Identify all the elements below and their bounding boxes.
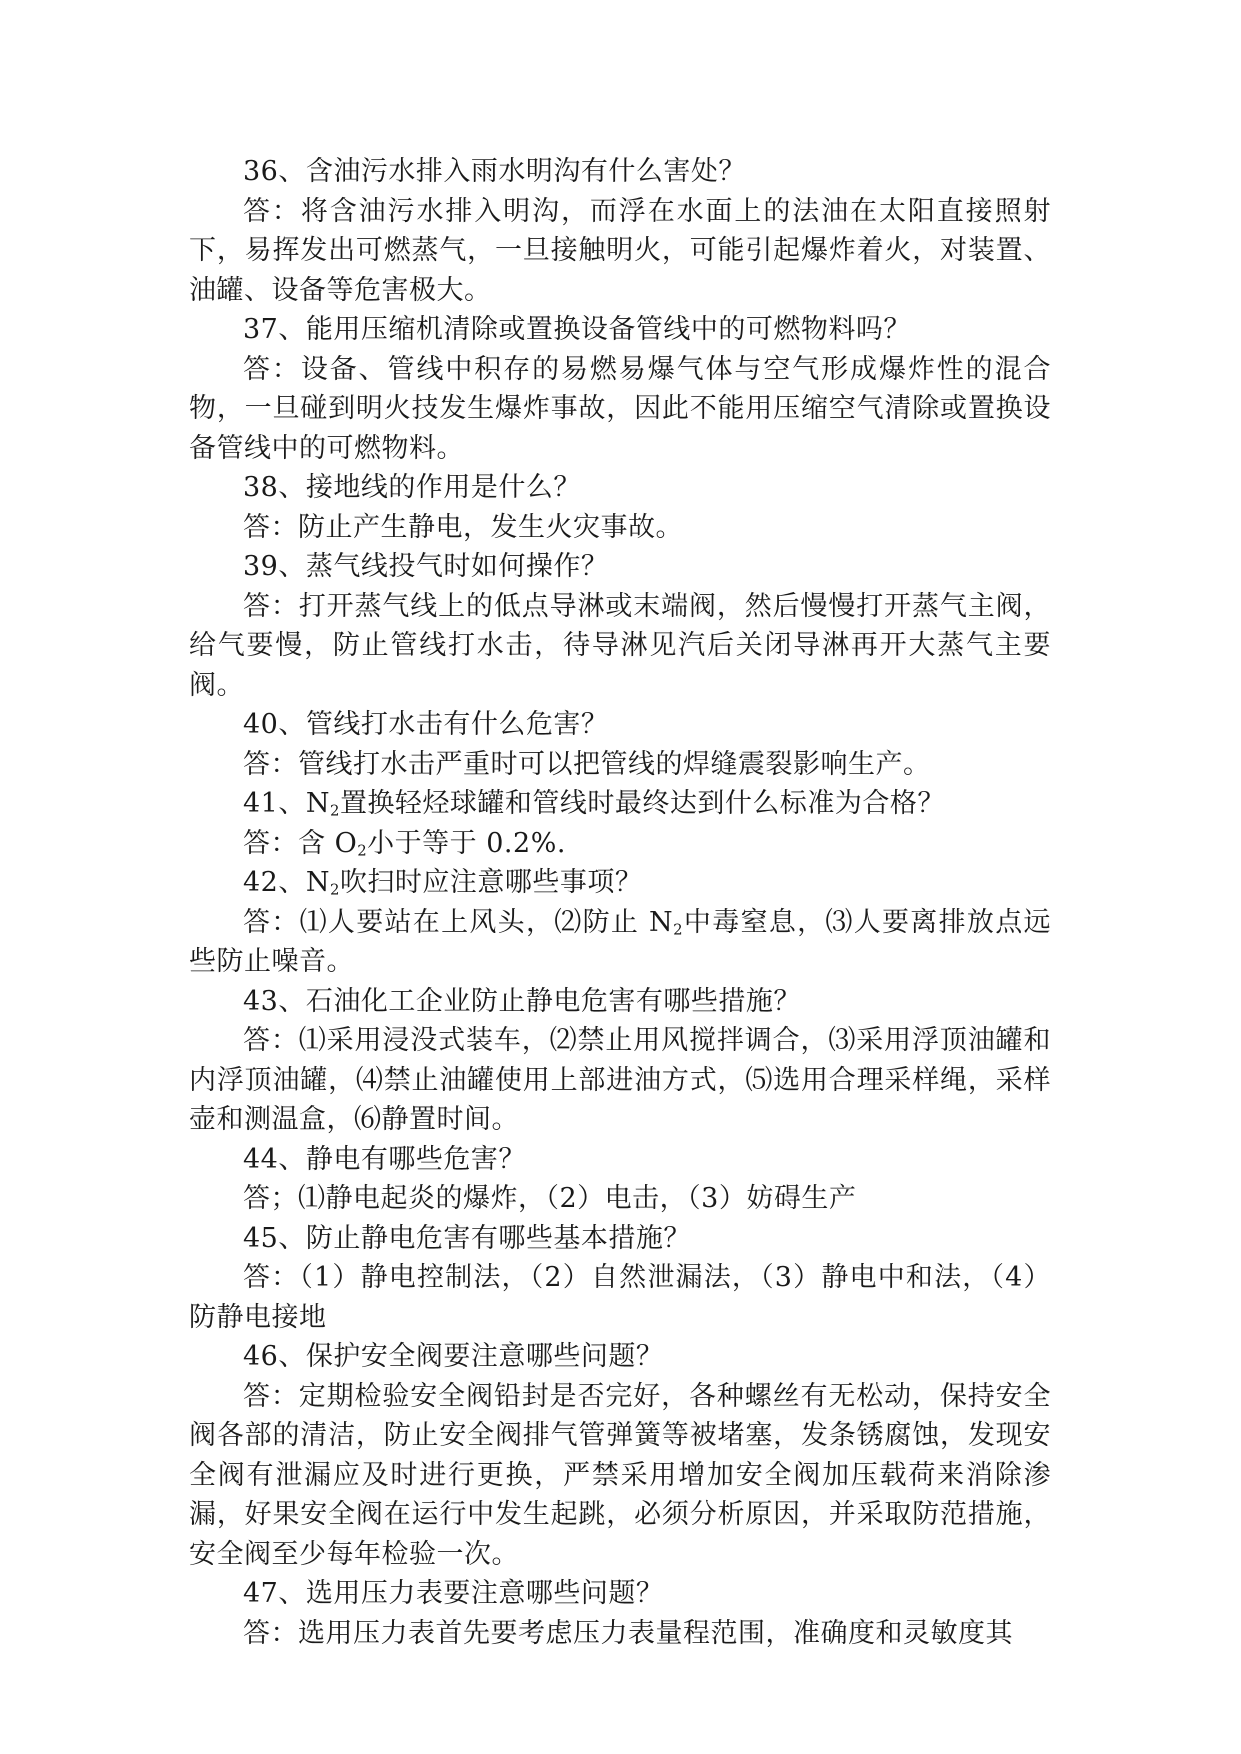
- question-41-post: 置换轻烃球罐和管线时最终达到什么标准为合格？: [339, 788, 945, 819]
- question-42-pre: 42、N: [243, 867, 330, 898]
- answer-37: 答：设备、管线中积存的易燃易爆气体与空气形成爆炸性的混合物，一旦碰到明火技发生爆炸事故，因此不能用压缩空气清除或置换设备管线中的可燃物料。: [189, 353, 1051, 464]
- question-47: 47、选用压力表要注意哪些问题？: [243, 1578, 664, 1609]
- answer-41-post: 小于等于 0.2%.: [367, 827, 566, 859]
- answer-42-pre: 答：⑴人要站在上风头，⑵防止 N: [243, 906, 674, 938]
- answer-42-post: 中毒窒息，⑶人要离排放点远些防止噪音。: [189, 906, 1051, 977]
- question-36: 36、含油污水排入雨水明沟有什么害处？: [243, 156, 746, 187]
- question-42: [189, 863, 1051, 903]
- question-43: 43、石油化工企业防止静电危害有哪些措施？: [243, 985, 801, 1017]
- question-41: [189, 784, 1051, 824]
- question-40: 40、管线打水击有什么危害？: [243, 709, 609, 740]
- answer-41: [189, 824, 1051, 864]
- question-42-subscript: 2: [329, 880, 340, 899]
- question-41-subscript: 2: [329, 801, 340, 820]
- answer-42-subscript: 2: [673, 920, 684, 939]
- answer-40: 答：管线打水击严重时可以把管线的焊缝震裂影响生产。: [243, 748, 931, 780]
- question-38: 38、接地线的作用是什么？: [243, 472, 581, 503]
- question-37: 37、能用压缩机清除或置换设备管线中的可燃物料吗？: [243, 314, 911, 345]
- question-41-pre: 41、N: [243, 788, 330, 819]
- question-44: 44、静电有哪些危害？: [243, 1143, 526, 1175]
- answer-46: 答：定期检验安全阀铅封是否完好，各种螺丝有无松动，保持安全阀各部的清洁，防止安全阀排气管弹簧等被堵塞，发条锈腐蚀，发现安全阀有泄漏应及时进行更换，严禁采用增加安全阀加压载荷来消除渗漏，好果安全阀在运行中发生起跳，必须分析原因，并采取防范措施，安全阀至少每年检验一次。: [189, 1380, 1051, 1570]
- answer-41-pre: 答：含 O: [243, 827, 358, 859]
- answer-45: 答：（1）静电控制法，（2）自然泄漏法，（3）静电中和法，（4）防静电接地: [189, 1262, 1051, 1333]
- answer-38: 答：防止产生静电，发生火灾事故。: [243, 511, 683, 543]
- answer-47: 答：选用压力表首先要考虑压力表量程范围，准确度和灵敏度其: [243, 1617, 1013, 1649]
- answer-42: [189, 903, 1051, 982]
- answer-36: 答：将含油污水排入明沟，而浮在水面上的法油在太阳直接照射下，易挥发出可燃蒸气，一旦接触明火，可能引起爆炸着火，对装置、油罐、设备等危害极大。: [189, 195, 1051, 306]
- answer-41-subscript: 2: [357, 841, 368, 860]
- question-39: 39、蒸气线投气时如何操作？: [243, 551, 609, 582]
- document-page: [189, 152, 1051, 1653]
- question-45: 45、防止静电危害有哪些基本措施？: [243, 1222, 691, 1254]
- answer-43: 答：⑴采用浸没式装车，⑵禁止用风搅拌调合，⑶采用浮顶油罐和内浮顶油罐，⑷禁止油罐使用上部进油方式，⑸选用合理采样绳，采样壶和测温盒，⑹静置时间。: [189, 1025, 1051, 1135]
- question-42-post: 吹扫时应注意哪些事项？: [339, 867, 643, 898]
- answer-44: 答；⑴静电起炎的爆炸，（2）电击，（3）妨碍生产: [243, 1183, 857, 1214]
- question-46: 46、保护安全阀要注意哪些问题？: [243, 1341, 664, 1372]
- answer-39: 答：打开蒸气线上的低点导淋或末端阀，然后慢慢打开蒸气主阀，给气要慢，防止管线打水击，待导淋见汽后关闭导淋再开大蒸气主要阀。: [189, 590, 1051, 701]
